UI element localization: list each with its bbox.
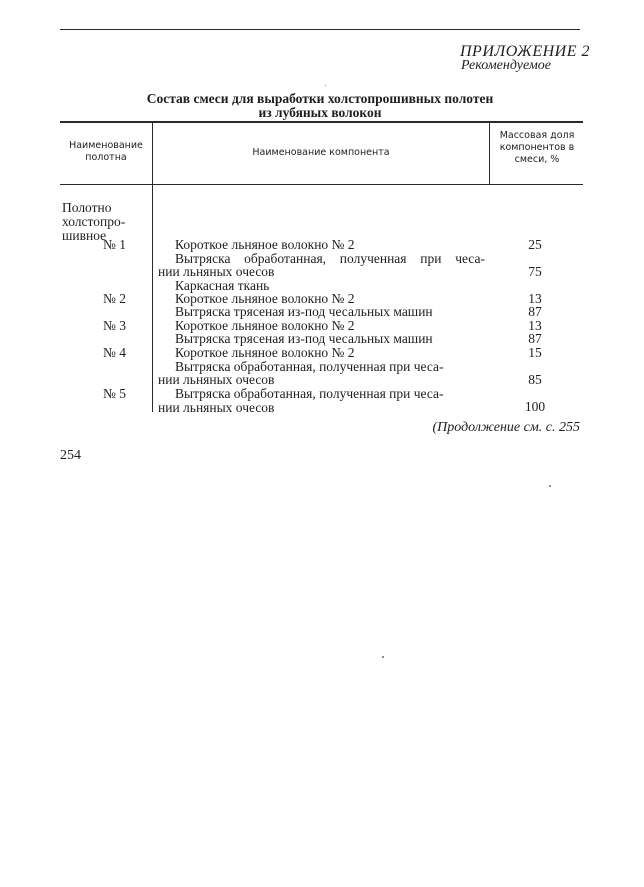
scan-speck [382,656,384,658]
fabric-name-line-2: холстопро- [62,214,126,229]
fabric-number-5: № 5 [102,386,126,401]
fabric-name-line-1: Полотно [62,200,112,215]
appendix-status: Рекомендуемое [461,58,551,73]
table-top-rule [60,121,583,123]
mass-cell: 87 [528,304,542,319]
component-cell: Вытряска обработанная, полученная при чеса- [175,359,444,374]
page-number: 254 [60,448,81,463]
mass-cell: 15 [528,345,542,360]
continuation-note: (Продолжение см. с. 255 [432,420,580,435]
mass-cell: 87 [528,331,542,346]
component-cell: Короткое льняное волокно № 2 [175,291,355,306]
component-cell: Каркасная ткань [175,278,270,293]
mass-cell: 85 [528,372,542,387]
appendix-title: ПРИЛОЖЕНИЕ 2 [460,43,590,60]
scan-speck [325,85,326,86]
component-cell: Вытряска трясеная из-под чесальных машин [175,331,433,346]
fabric-number-1: № 1 [102,237,126,252]
fabric-number-4: № 4 [102,345,126,360]
mass-cell: 75 [528,264,542,279]
header-component-name: Наименование компонента [252,147,390,158]
component-cell: Короткое льняное волокно № 2 [175,345,355,360]
top-rule [60,29,580,30]
fabric-number-3: № 3 [102,318,126,333]
fabric-number-2: № 2 [102,291,126,306]
fabric-name-line-3: шивное [62,228,107,243]
header-mass-fraction: Массовая доля компонентов в смеси, % [499,130,575,165]
table-title-line-2: из лубяных волокон [258,105,382,120]
component-cell: нии льняных очесов [158,264,275,279]
component-cell: Вытряска обработанная, полученная при чеса- [175,251,485,266]
table-header-rule [60,184,583,185]
mass-cell: 100 [524,399,546,414]
mass-cell: 25 [528,237,542,252]
column-divider-1 [152,122,153,412]
mass-cell: 13 [528,318,542,333]
scan-speck [549,485,551,487]
component-cell: Вытряска трясеная из-под чесальных машин [175,304,433,319]
mass-cell: 13 [528,291,542,306]
header-fabric-name: Наименование полотна [69,140,143,163]
component-cell: Вытряска обработанная, полученная при чеса- [175,386,444,401]
column-divider-2 [489,122,490,184]
component-cell: Короткое льняное волокно № 2 [175,237,355,252]
component-cell: нии льняных очесов [158,372,275,387]
component-cell: нии льняных очесов [158,400,275,415]
component-cell: Короткое льняное волокно № 2 [175,318,355,333]
table-title-line-1: Состав смеси для выработки холстопрошивных полотен [146,91,494,106]
